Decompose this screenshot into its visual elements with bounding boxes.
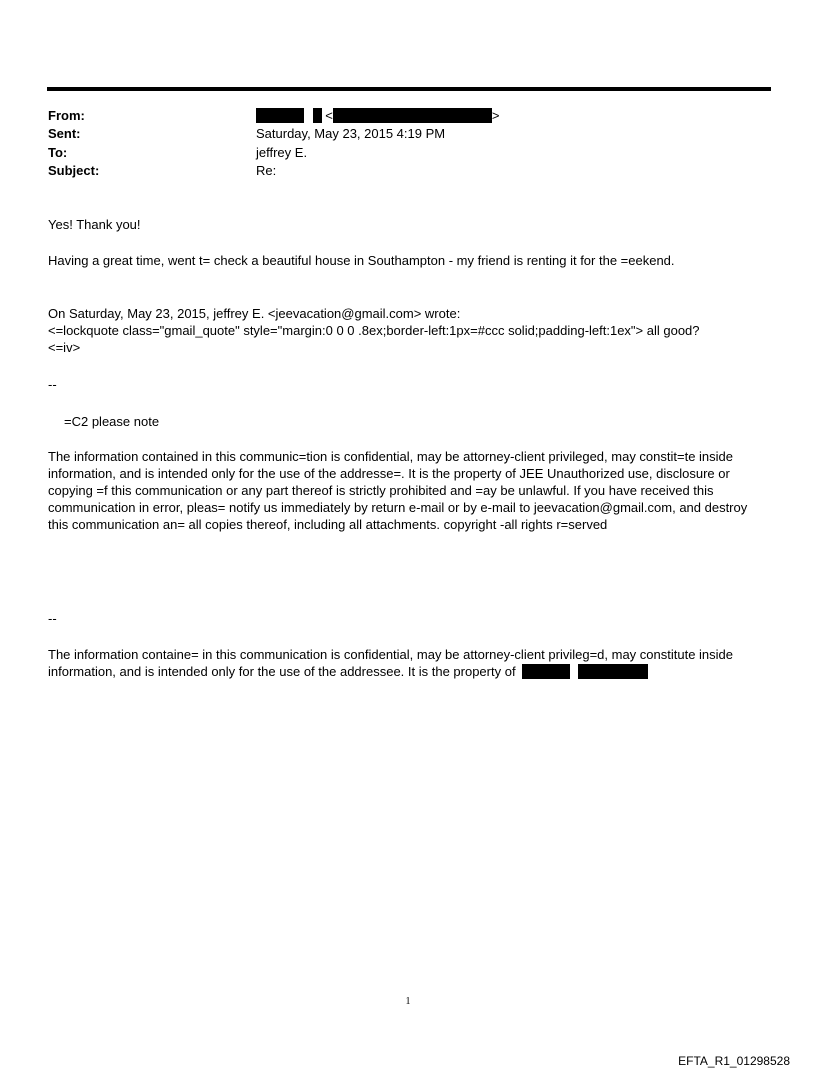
- subject-value: Re:: [256, 163, 277, 178]
- redaction-block: [333, 108, 492, 123]
- please-note-line: =C2 please note: [64, 414, 160, 429]
- redaction-block: [522, 664, 570, 679]
- confidentiality-disclaimer-2: [48, 646, 770, 680]
- from-email-open-bracket: <: [325, 108, 333, 123]
- quoted-intro: [48, 305, 770, 356]
- subject-label: Subject:: [48, 163, 100, 178]
- reply-paragraph: Having a great time, went t= check a beautiful house in Southampton - my friend is renting it for the =eekend.: [48, 253, 675, 268]
- from-value: [256, 107, 499, 125]
- redaction-block: [578, 664, 648, 679]
- quoted-intro-line: On Saturday, May 23, 2015, jeffrey E. <jeevacation@gmail.com> wrote:: [48, 306, 461, 321]
- reply-greeting: Yes! Thank you!: [48, 217, 141, 232]
- page-number: 1: [405, 996, 411, 1007]
- redaction-block: [313, 108, 322, 123]
- from-label: From:: [48, 108, 85, 123]
- quoted-div-line: <=iv>: [48, 340, 81, 355]
- to-value: jeffrey E.: [256, 145, 308, 160]
- document-id: EFTA_R1_01298528: [678, 1054, 790, 1068]
- signature-separator: --: [48, 377, 57, 392]
- header-divider-rule: [47, 87, 771, 91]
- sent-value: Saturday, May 23, 2015 4:19 PM: [256, 126, 446, 141]
- from-email-close-bracket: >: [491, 108, 500, 123]
- confidentiality-disclaimer: The information contained in this communic=tion is confidential, may be attorney-client privileged, may constit=te inside information, and is intended only for the use of the addresse=. It is the property of JEE Unauthorized use, disclosure or copying =f this communication or any part thereof is strictly prohibited and =ay be unlawful. If you have received this communication in error, pleas= notify us immediately by return e-mail or by e-mail to jeevacation@gmail.com, and destroy this communication an= all copies thereof, including all attachments. copyright -all rights r=served: [48, 449, 748, 532]
- sent-label: Sent:: [48, 126, 81, 141]
- to-label: To:: [48, 145, 68, 160]
- quoted-blockquote-line: <=lockquote class="gmail_quote" style="margin:0 0 0 .8ex;border-left:1px=#ccc solid;padding-left:1ex"> all good?: [48, 323, 700, 338]
- signature-separator-2: --: [48, 611, 57, 626]
- disclaimer-2-text: The information containe= in this communication is confidential, may be attorney-client privileg=d, may constitute inside information, and is intended only for the use of the addressee. It is the property of: [48, 647, 734, 679]
- redaction-block: [256, 108, 304, 123]
